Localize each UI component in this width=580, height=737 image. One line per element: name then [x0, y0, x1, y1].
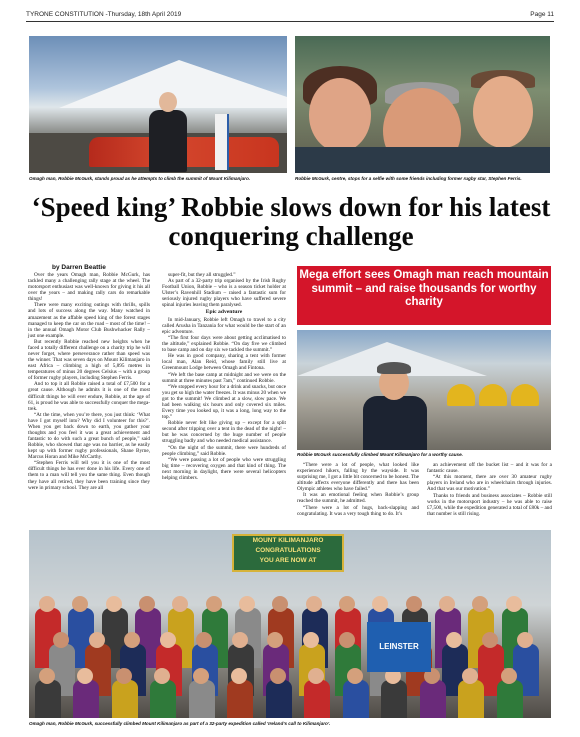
climber-body: [227, 680, 253, 718]
climber-head: [501, 668, 517, 684]
article-paragraph: He was in good company, sharing a tent with former local man, Alan Reid, whose family still live at Greenmount Lodge between Omagh and Fintona.: [162, 353, 286, 372]
article-column-2: [162, 272, 286, 481]
page-number: Page 11: [530, 11, 554, 18]
summit-sign: [232, 534, 344, 572]
climber-head: [446, 632, 462, 648]
climber-body: [73, 680, 99, 718]
subhead-epic-adventure: Epic adventure: [205, 309, 243, 316]
climbers-crowd: [29, 578, 551, 718]
byline: by Darren Beattie: [52, 264, 106, 271]
article-paragraph: “The first four days were about getting acclimatised to the altitude,” explained Robbie. “On day five we climbed to base camp and on day six we tackled the summit.”: [162, 334, 286, 353]
climber-head: [439, 596, 455, 612]
article-paragraph: “There were a lot of people, what looked like experienced hikers, falling by the wayside. It was surprising me, I got a little bit concerned to be honest. The altitude affects everyone differently and there has been Olympic athletes who have failed.”: [297, 462, 419, 493]
article-paragraph: As part of a 32-party trip organised by the Irish Rugby Football Union, Robbie – who is a season ticket holder at Ulster’s Ravenhill Stadium – raised a fantastic sum for seriously injured rugby players who have suffered severe spinal injuries leaving them paralysed.: [162, 278, 286, 309]
pullout-quote: Mega effort sees Omagh man reach mountain summit – and raise thousands for worthy charity: [297, 266, 551, 325]
photo-robbie-summit-attempt: [29, 36, 287, 173]
photo-selfie-with-friends: [295, 36, 550, 173]
article-column-1: [28, 272, 150, 491]
climber-head: [347, 668, 363, 684]
photo-robbie-base-camp: [297, 330, 551, 450]
article-paragraph: “Stephen Ferris will tell you it is one of the most difficult things he has ever done in his life. Every one of them to a man will tell you the same thing. Even though they have all retired, they have been training since they were in primary school. They are all: [28, 460, 150, 491]
climber-head: [206, 596, 222, 612]
caption-top-left: Omagh man, Robbie McGurk, stands proud as he attempts to climb the summit of Mount Kilimanjaro.: [29, 176, 251, 181]
article-paragraph: “We left the base camp at midnight and we were on the summit at three minutes past 7am,” continued Robbie.: [162, 371, 286, 384]
climber-head: [339, 596, 355, 612]
sign-line: CONGRATULATIONS: [255, 547, 321, 554]
article-paragraph: “There were a lot of hugs, back-slapping and congratulating. It was a very tough thing to do. It’s: [297, 504, 419, 517]
tent: [447, 384, 475, 406]
climber-body: [381, 680, 407, 718]
article-paragraph: super-fit, but they all struggled.”: [168, 272, 236, 278]
climber-body: [266, 680, 292, 718]
article-paragraph: “We were passing a lot of people who were struggling big time – recovering oxygen and that kind of thing. The next morning in daylight, there were several helicopters helping climbers.: [162, 456, 286, 482]
climber-body: [112, 680, 138, 718]
climber-head: [482, 632, 498, 648]
article-paragraph: “At the time, when you’re there, you just think: ‘What have I got myself into? Why did I volunteer for this?’. When you get back down to earth, you gather your thoughts and you feel it was a great achievement and fantastic to do with such a great bunch of people,” said Robbie, who showed that age was no barrier, as he easily kept up with former rugby professionals, Shane Byrne, Marcus Horan and Mike McCarthy.: [28, 411, 150, 461]
climber-body: [420, 680, 446, 718]
article-paragraph: “On the night of the summit, there were hundreds of people climbing,” said Robbie.: [162, 444, 286, 457]
article-paragraph: “We stopped every hour for a drink and snacks, but once you get so high the water freezes. It was minus 20 when we got to the summit! We climbed at a slow, slow pace. We had been walking six hours and only covered six miles. Every time you looked up, it was a long, long way to the top.”: [162, 383, 286, 421]
climber-head: [89, 632, 105, 648]
caption-middle: Robbie McGurk successfully climbed Mount Kilimanjaro for a worthy cause.: [297, 452, 463, 457]
climber-head: [239, 596, 255, 612]
tent: [479, 384, 507, 406]
sponsor-banner: [215, 114, 229, 170]
climber-head: [306, 596, 322, 612]
article-paragraph: And to top it all Robbie raised a total of £7,500 for a great cause. Although he admits it is one of the most difficult things he will ever endure, Robbie, at the age of 61, is proud he was able to successfully conquer the mega-trek.: [28, 381, 151, 412]
article-paragraph: It was an emotional feeling when Robbie’s group reached the summit, he admitted.: [297, 492, 419, 505]
caption-bottom: Omagh man, Robbie McGurk, successfully climbed Mount Kilimanjaro as part of a 32-party expedition called ‘Ireland’s call to Kilimanjaro’.: [29, 721, 331, 726]
climber-head: [303, 632, 319, 648]
leinster-flag: LEINSTER: [367, 622, 431, 672]
climber-head: [39, 596, 55, 612]
article-headline: ‘Speed king’ Robbie slows down for his latest conquering challenge: [31, 192, 551, 251]
climber-head: [106, 596, 122, 612]
climber-head: [116, 668, 132, 684]
article-paragraph: Over the years Omagh man, Robbie McGurk, has tackled many a challenging rally stage at the wheel. The motorsport enthusiast was well-known for giving it his all over the years – and making rally cars do remarkable things!: [28, 272, 150, 303]
stephen-ferris-face: [473, 76, 533, 148]
climber-head: [139, 596, 155, 612]
photo-summit-group: [29, 530, 551, 718]
climber-head: [39, 668, 55, 684]
article-paragraph: Thanks to friends and business associates – Robbie still works in the motorsport industry – he was able to raise £7,500, while the expedition generated a total of £80k – and that number is still rising.: [427, 492, 552, 517]
climber-head: [196, 632, 212, 648]
publication-date: TYRONE CONSTITUTION -Thursday, 18th April 2019: [26, 11, 182, 18]
climber-body: [150, 680, 176, 718]
climber-head: [232, 632, 248, 648]
article-paragraph: “At this moment, there are over 30 amateur rugby players in Ireland who are in wheelchairs through injuries. And that was our motivation.”: [427, 474, 552, 493]
climber-head: [53, 632, 69, 648]
climber-body: [35, 680, 61, 718]
friend-face-left: [309, 78, 371, 152]
climber-head: [462, 668, 478, 684]
climber-head: [339, 632, 355, 648]
article-paragraph: But recently Robbie reached new heights when he faced a totally different challenge on a charity trip he will never forget, where perseverance rather than speed was the winner. That was seven days on Mount Kilimanjaro in east Africa – climbing a high of 5,895 metres in temperatures of minus 20 degrees Celsius – with a group of former rugby players, including Stephen Ferris.: [28, 338, 150, 382]
climber-body: [458, 680, 484, 718]
article-column-4: [427, 462, 552, 517]
climber-head: [270, 668, 286, 684]
article-paragraph: Robbie never felt like giving up – except for a split second after tripping over a tent in the dead of the night! – but he was concerned by the huge number of people struggling badly and who needed medical assistance.: [162, 420, 286, 445]
page-header: [26, 8, 554, 22]
climber-head: [193, 668, 209, 684]
climber-body: [497, 680, 523, 718]
article-paragraph: an achievement off the bucket list – and it was for a fantastic cause.: [427, 462, 552, 475]
climber-body: [189, 680, 215, 718]
sign-line: MOUNT KILIMANJARO: [252, 537, 324, 544]
article-paragraph: In mid-January, Robbie left Omagh to travel to a city called Arusha in Tanzania for what would be the start of an epic adventure.: [162, 316, 286, 335]
tent: [511, 384, 539, 406]
caption-top-right: Robbie McGurk, centre, stops for a selfie with some friends including former rugby star, Stephen Ferris.: [295, 176, 522, 181]
robbie-figure: [147, 92, 189, 172]
climber-head: [506, 596, 522, 612]
climber-head: [406, 596, 422, 612]
sign-line: YOU ARE NOW AT: [259, 557, 317, 564]
climber-body: [304, 680, 330, 718]
article-paragraph: There were many exciting outings with thrills, spills and lots of success along the way. Many watched in amazement as the affable speed king of the forest stages managed to keep the car on the road – most of the time! – in the annual Omagh Motor Club Bushwhacker Rally – just one example.: [28, 302, 150, 339]
climber-body: [343, 680, 369, 718]
article-column-3: [297, 462, 419, 517]
